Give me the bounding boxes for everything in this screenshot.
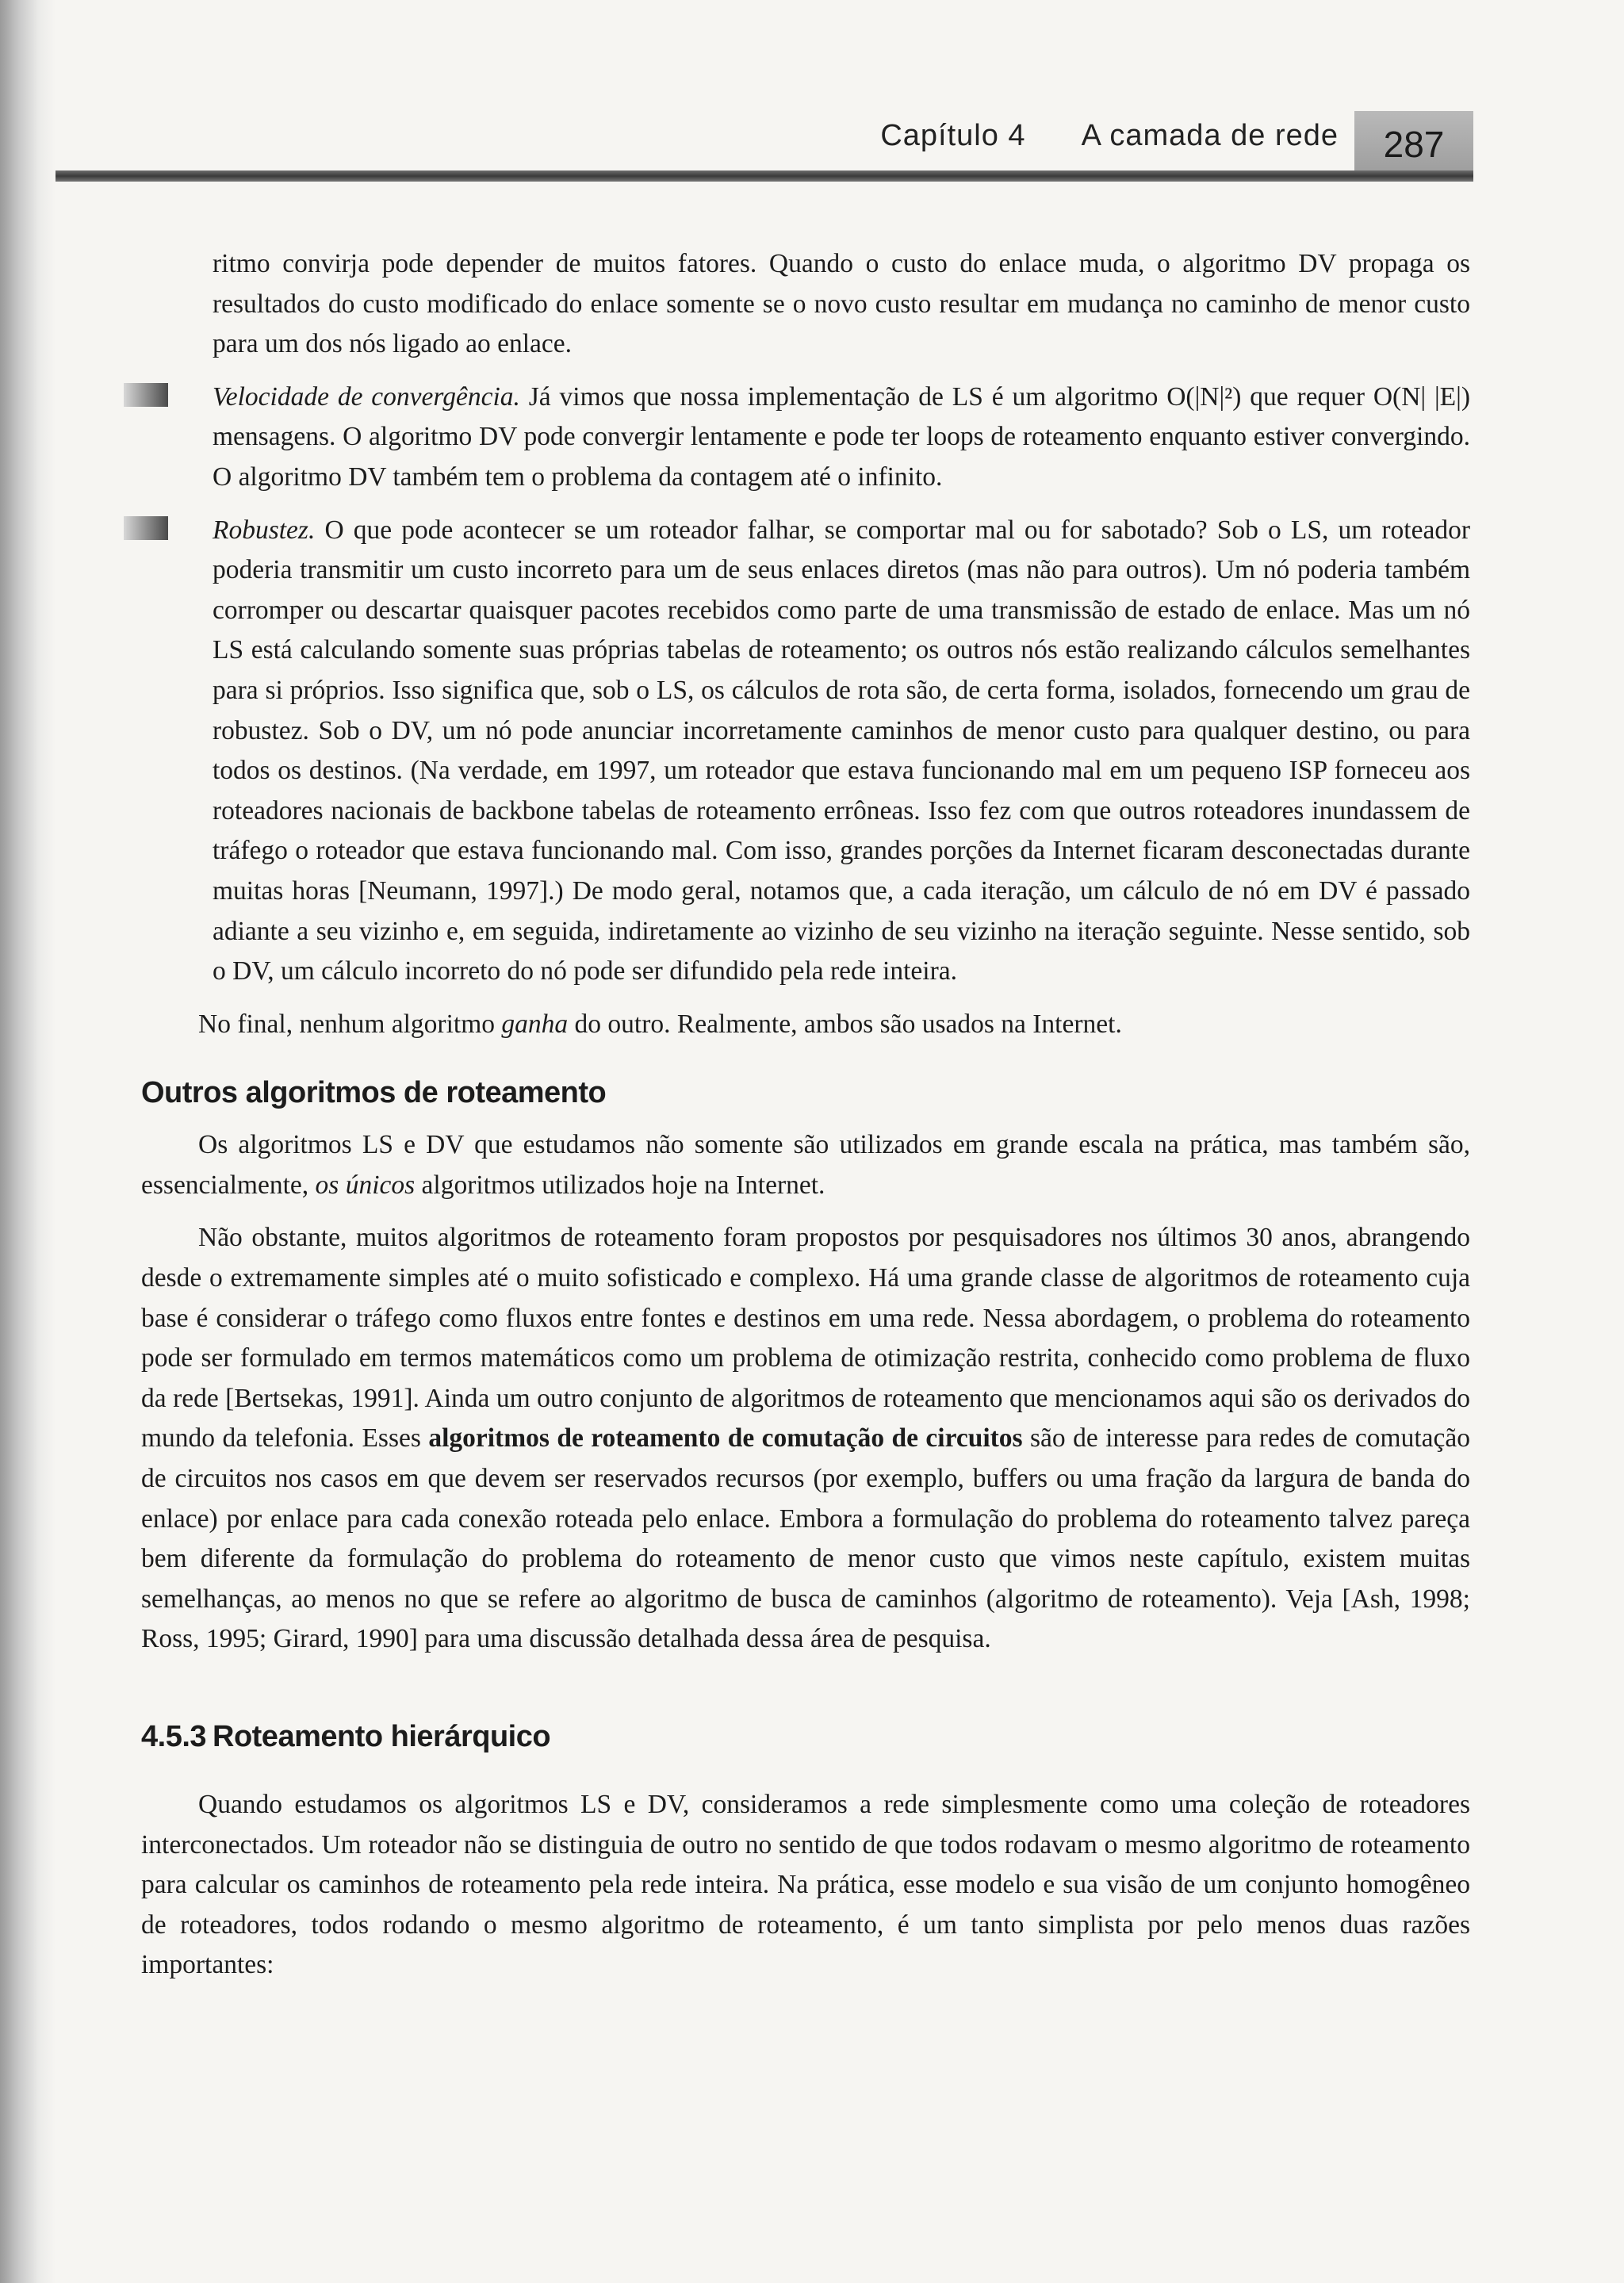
bullet-marker	[124, 516, 168, 540]
page-binding-shadow	[0, 0, 56, 2283]
outros-text-b: algoritmos utilizados hoje na Internet.	[415, 1170, 825, 1200]
paragraph-velocidade	[141, 377, 1470, 498]
page-body	[141, 244, 1470, 1986]
paragraph-robustez	[141, 511, 1470, 992]
outros-emphasis: os únicos	[315, 1170, 416, 1200]
paragraph-dv-propagation: ritmo convirja pode depender de muitos fatores. Quando o custo do enlace muda, o algoritmo DV propaga os resultados do custo modificado do enlace somente se o novo custo resultar em mudança no caminho de menor custo para um dos nós ligado ao enlace.	[213, 249, 1470, 359]
header-rule	[56, 170, 1473, 182]
page-number-box	[1354, 111, 1473, 178]
outros2-text-b: são de interesse para redes de comutação de circuitos nos casos em que devem ser reservados recursos (por exemplo, buffers ou uma fração da largura de banda do enlace) por enlace para cada conexão roteada pelo enlace. Embora a formulação do problema do roteamento talvez pareça bem diferente da formulação do problema do roteamento de menor custo que vimos neste capítulo, existem muitas semelhanças, ao menos no que se refere ao algoritmo de busca de caminhos (algoritmo de roteamento). Veja [Ash, 1998; Ross, 1995; Girard, 1990] para uma discussão detalhada dessa área de pesquisa.	[141, 1423, 1470, 1654]
running-header	[0, 111, 1624, 178]
final-emphasis: ganha	[501, 1009, 569, 1039]
final-text-a: No final, nenhum algoritmo	[198, 1009, 502, 1039]
term-robustez: Robustez.	[213, 515, 316, 545]
page-number: 287	[1383, 124, 1445, 165]
paragraph-outros-1	[141, 1125, 1470, 1205]
outros2-text-a: Não obstante, muitos algoritmos de roteamento foram propostos por pesquisadores nos últimos 30 anos, abrangendo desde o extremamente simples até o muito sofisticado e complexo. Há uma grande classe de algoritmos de roteamento cuja base é considerar o tráfego como fluxos entre fontes e destinos em uma rede. Nessa abordagem, o problema do roteamento pode ser formulado em termos matemáticos como um problema de otimização restrita, conhecido como problema de fluxo da rede [Bertsekas, 1991]. Ainda um outro conjunto de algoritmos de roteamento que mencionamos aqui são os derivados do mundo da telefonia. Esses	[141, 1223, 1470, 1454]
section-number: 4.5.3	[141, 1720, 207, 1753]
section-heading-453	[141, 1717, 1470, 1756]
chapter-label: Capítulo 4	[880, 119, 1026, 152]
paragraph-outros-2	[141, 1218, 1470, 1660]
term-velocidade: Velocidade de convergência.	[213, 381, 520, 412]
paragraph-hierarquico: Quando estudamos os algoritmos LS e DV, consideramos a rede simplesmente como uma coleção de roteadores interconectados. Um roteador não se distinguia de outro no sentido de que todos rodavam o mesmo algoritmo de roteamento para calcular os caminhos de roteamento pela rede inteira. Na prática, esse modelo e sua visão de um conjunto homogêneo de roteadores, todos rodando o mesmo algoritmo de roteamento, é um tanto simplista por pelo menos duas razões importantes:	[141, 1790, 1470, 1980]
term-circuit-switching: algoritmos de roteamento de comutação de circuitos	[428, 1423, 1023, 1454]
section-heading-outros: Outros algoritmos de roteamento	[141, 1076, 607, 1110]
bullet-marker	[124, 383, 168, 407]
final-text-b: do outro. Realmente, ambos são usados na Internet.	[568, 1009, 1122, 1039]
paragraph-no-final	[141, 1005, 1470, 1045]
velocidade-text: Já vimos que nossa implementação de LS é um algoritmo O(|N|²) que requer O(N| |E|) mensagens. O algoritmo DV pode convergir lentamente e pode ter loops de roteamento enquanto estiver convergindo. O algoritmo DV também tem o problema da contagem até o infinito.	[213, 381, 1470, 492]
header-text	[880, 119, 1339, 153]
outros-text-a: Os algoritmos LS e DV que estudamos não somente são utilizados em grande escala na prática, mas também são, essencialmente,	[141, 1130, 1470, 1200]
section-title: Roteamento hierárquico	[213, 1720, 551, 1753]
robustez-text: O que pode acontecer se um roteador falhar, se comportar mal ou for sabotado? Sob o LS, um roteador poderia transmitir um custo incorreto para um de seus enlaces diretos (mas não para outros). Um nó poderia também corromper ou descartar quaisquer pacotes recebidos como parte de uma transmissão de estado de enlace. Mas um nó LS está calculando somente suas próprias tabelas de roteamento; os outros nós estão realizando cálculos semelhantes para si próprios. Isso significa que, sob o LS, os cálculos de rota são, de certa forma, isolados, fornecendo um grau de robustez. Sob o DV, um nó pode anunciar incorretamente caminhos de menor custo para qualquer destino, ou para todos os destinos. (Na verdade, em 1997, um roteador que estava funcionando mal em um pequeno ISP forneceu aos roteadores nacionais de backbone tabelas de roteamento errôneas. Isso fez com que outros roteadores inundassem de tráfego o roteador que estava funcionando mal. Com isso, grandes porções da Internet ficaram desconectadas durante muitas horas [Neumann, 1997].) De modo geral, notamos que, a cada iteração, um cálculo de nó em DV é passado adiante a seu vizinho e, em seguida, indiretamente ao vizinho de seu vizinho na iteração seguinte. Nesse sentido, sob o DV, um cálculo incorreto do nó pode ser difundido pela rede inteira.	[213, 515, 1470, 986]
chapter-title: A camada de rede	[1081, 119, 1339, 152]
